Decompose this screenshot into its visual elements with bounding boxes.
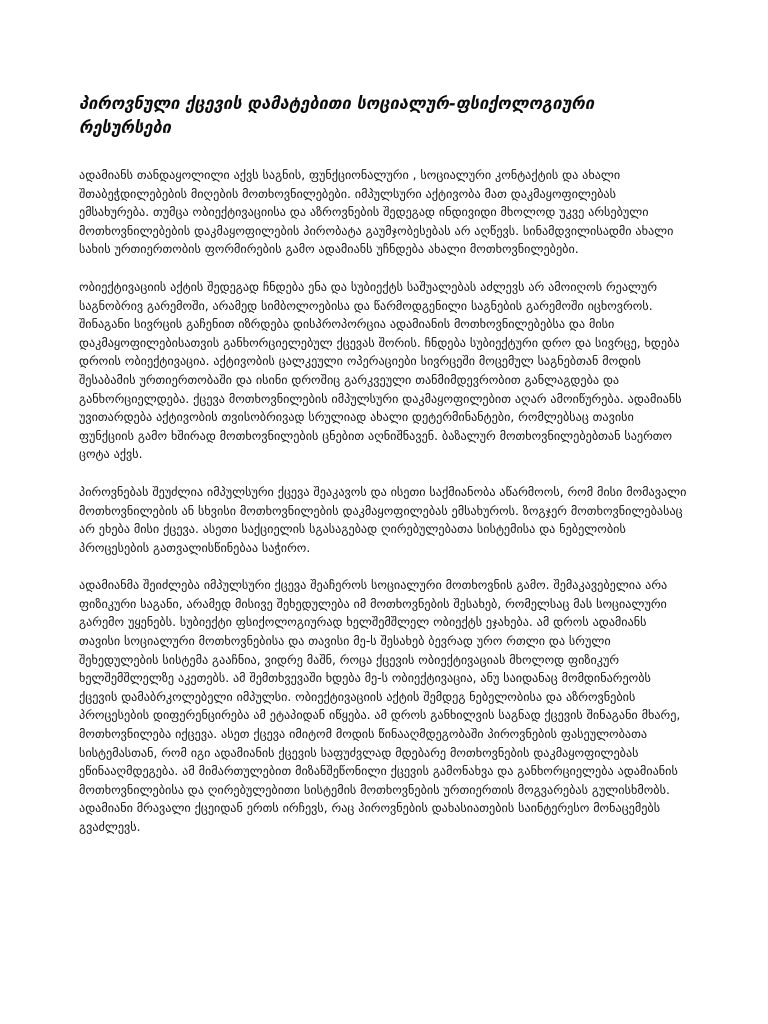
document-title: პიროვნული ქცევის დამატებითი სოციალურ-ფსიქოლოგიური რესურსები xyxy=(79,94,595,137)
paragraph-1: ადამიანს თანდაყოლილი აქვს საგნის, ფუნქციონალური , სოციალური კონტაქტის და ახალი შთაბეჭდილებების მიღების მოთხოვნილებები. იმპულსური აქტივობა მათ დაკმაყოფილებას ემსახურება. თუმცა ობიექტივაციისა და აზროვნების შედეგად ინდივიდი მხოლოდ უკვე არსებული მოთხოვნილებების დაკმაყოფილების პირობატა გაუმჯობესებას არ აღწევს. სინამდვილისადმი ახალი სახის ურთიერთობის ფორმირების გამო ადამიანს უჩნდება ახალი მოთხოვნილებები. xyxy=(79,168,674,257)
paragraph-2: ობიექტივაციის აქტის შედეგად ჩნდება ენა და სუბიექტს საშუალებას აძლევს არ ამოიღოს რეალურ საგნობრივ გარემოში, არამედ სიმბოლოებისა და წარმოდგენილი საგნების გარემოში იცხოვროს. შინაგანი სივრცის გაჩენით იზრდება დისპროპორცია ადამიანის მოთხოვნილებებსა და მისი დაკმაყოფილებისათვის განხორციელებულ ქცევას შორის. ჩნდება სუბიექტური დრო და სივრცე, ხდება დროის ობიექტივაცია. აქტივობის ცალკეული ოპერაციები სივრცეში მოცემულ საგნებთან მოდის შესაბამის ურთიერთობაში და ისინი დროშიც გარკვეული თანმიმდევრობით განლაგდება და განხორციელდება. ქცევა მოთხოვნილების იმპულსური დაკმაყოფილებით აღარ ამოიწურება. ადამიანს უვითარდება აქტივობის თვისობრივად სრულიად ახალი დეტერმინანტები, რომლებსაც თავისი ფუნქციის გამო ხშირად მოთხოვნილების ცნებით აღნიშნავენ. ბაზალურ მოთხოვნილებებთან საერთო ცოტა აქვს. xyxy=(79,279,682,462)
document-body xyxy=(79,92,689,856)
paragraph-3: პიროვნებას შეუძლია იმპულსური ქცევა შეაკავოს და ისეთი საქმიანობა აწარმოოს, რომ მისი მომავალი მოთხოვნილების ან სხვისი მოთხოვნილების დაკმაყოფილებას ემსახუროს. ზოგჯერ მოთხოვნილებასაც არ ეხება მისი ქცევა. ასეთი საქციელის სგასაგებად ღირებულებათა სისტემისა და ნებელობის პროცესების გათვალისწინებაა საჭირო. xyxy=(79,484,687,555)
paragraph-4: ადამიანმა შეიძლება იმპულსური ქცევა შეაჩეროს სოციალური მოთხოვნის გამო. შემაკავებელია არა ფიზიკური საგანი, არამედ მისივე შეხედულება იმ მოთხოვნების შესახებ, რომელსაც მას სოციალური გარემო უყენებს. სუბიექტი ფსიქოლოგიურად ხელშემშლელ ობიექტს ეჯახება. ამ დროს ადამიანს თავისი სოციალური მოთხოვნებისა და თავისი მე-ს შესახებ ბევრად ურო რთლი და სრული შეხედულების სისტემა გააჩნია, ვიდრე მაშნ, როცა ქცევის ობიექტივაციას მხოლოდ ფიზიკურ ხელშემშლელზე აკეთებს. ამ შემთხვევაში ხდება მე-ს ობიექტივაცია, ანუ საიდანაც მომდინარეობს ქცევის დამაბრკოლებელი იმპულსი. ობიექტივაციის აქტის შემდეგ ნებელობისა და აზროვნების პროცესების დიფერენცირება ამ ეტაპიდან იწყება. ამ დროს განხილვის საგნად ქცევის შინაგანი მხარე, მოთხოვნილება იქცევა. ასეთ ქცევა იმიტომ მოდის წინააღმდეგობაში პიროვნების ფასეულობათა სისტემასთან, რომ იგი ადამიანის ქცევის საფუძვლად მდებარე მოთხოვნების დაკმაყოფილებას ეწინააღმდეგება. ამ მიმართულებით მიზანშეწონილი ქცევის გამონახვა და განხორციელება ადამიანის მოთხოვნილებისა და ღირებულებითი სისტემის მოთხოვნების ურთიერთის მოგვარებას გულისხმობს. ადამიანი მრავალი ქცეიდან ერთს ირჩევს, რაც პიროვნების დახასიათების საინტერესო მონაცემებს გვაძლევს. xyxy=(79,578,681,834)
